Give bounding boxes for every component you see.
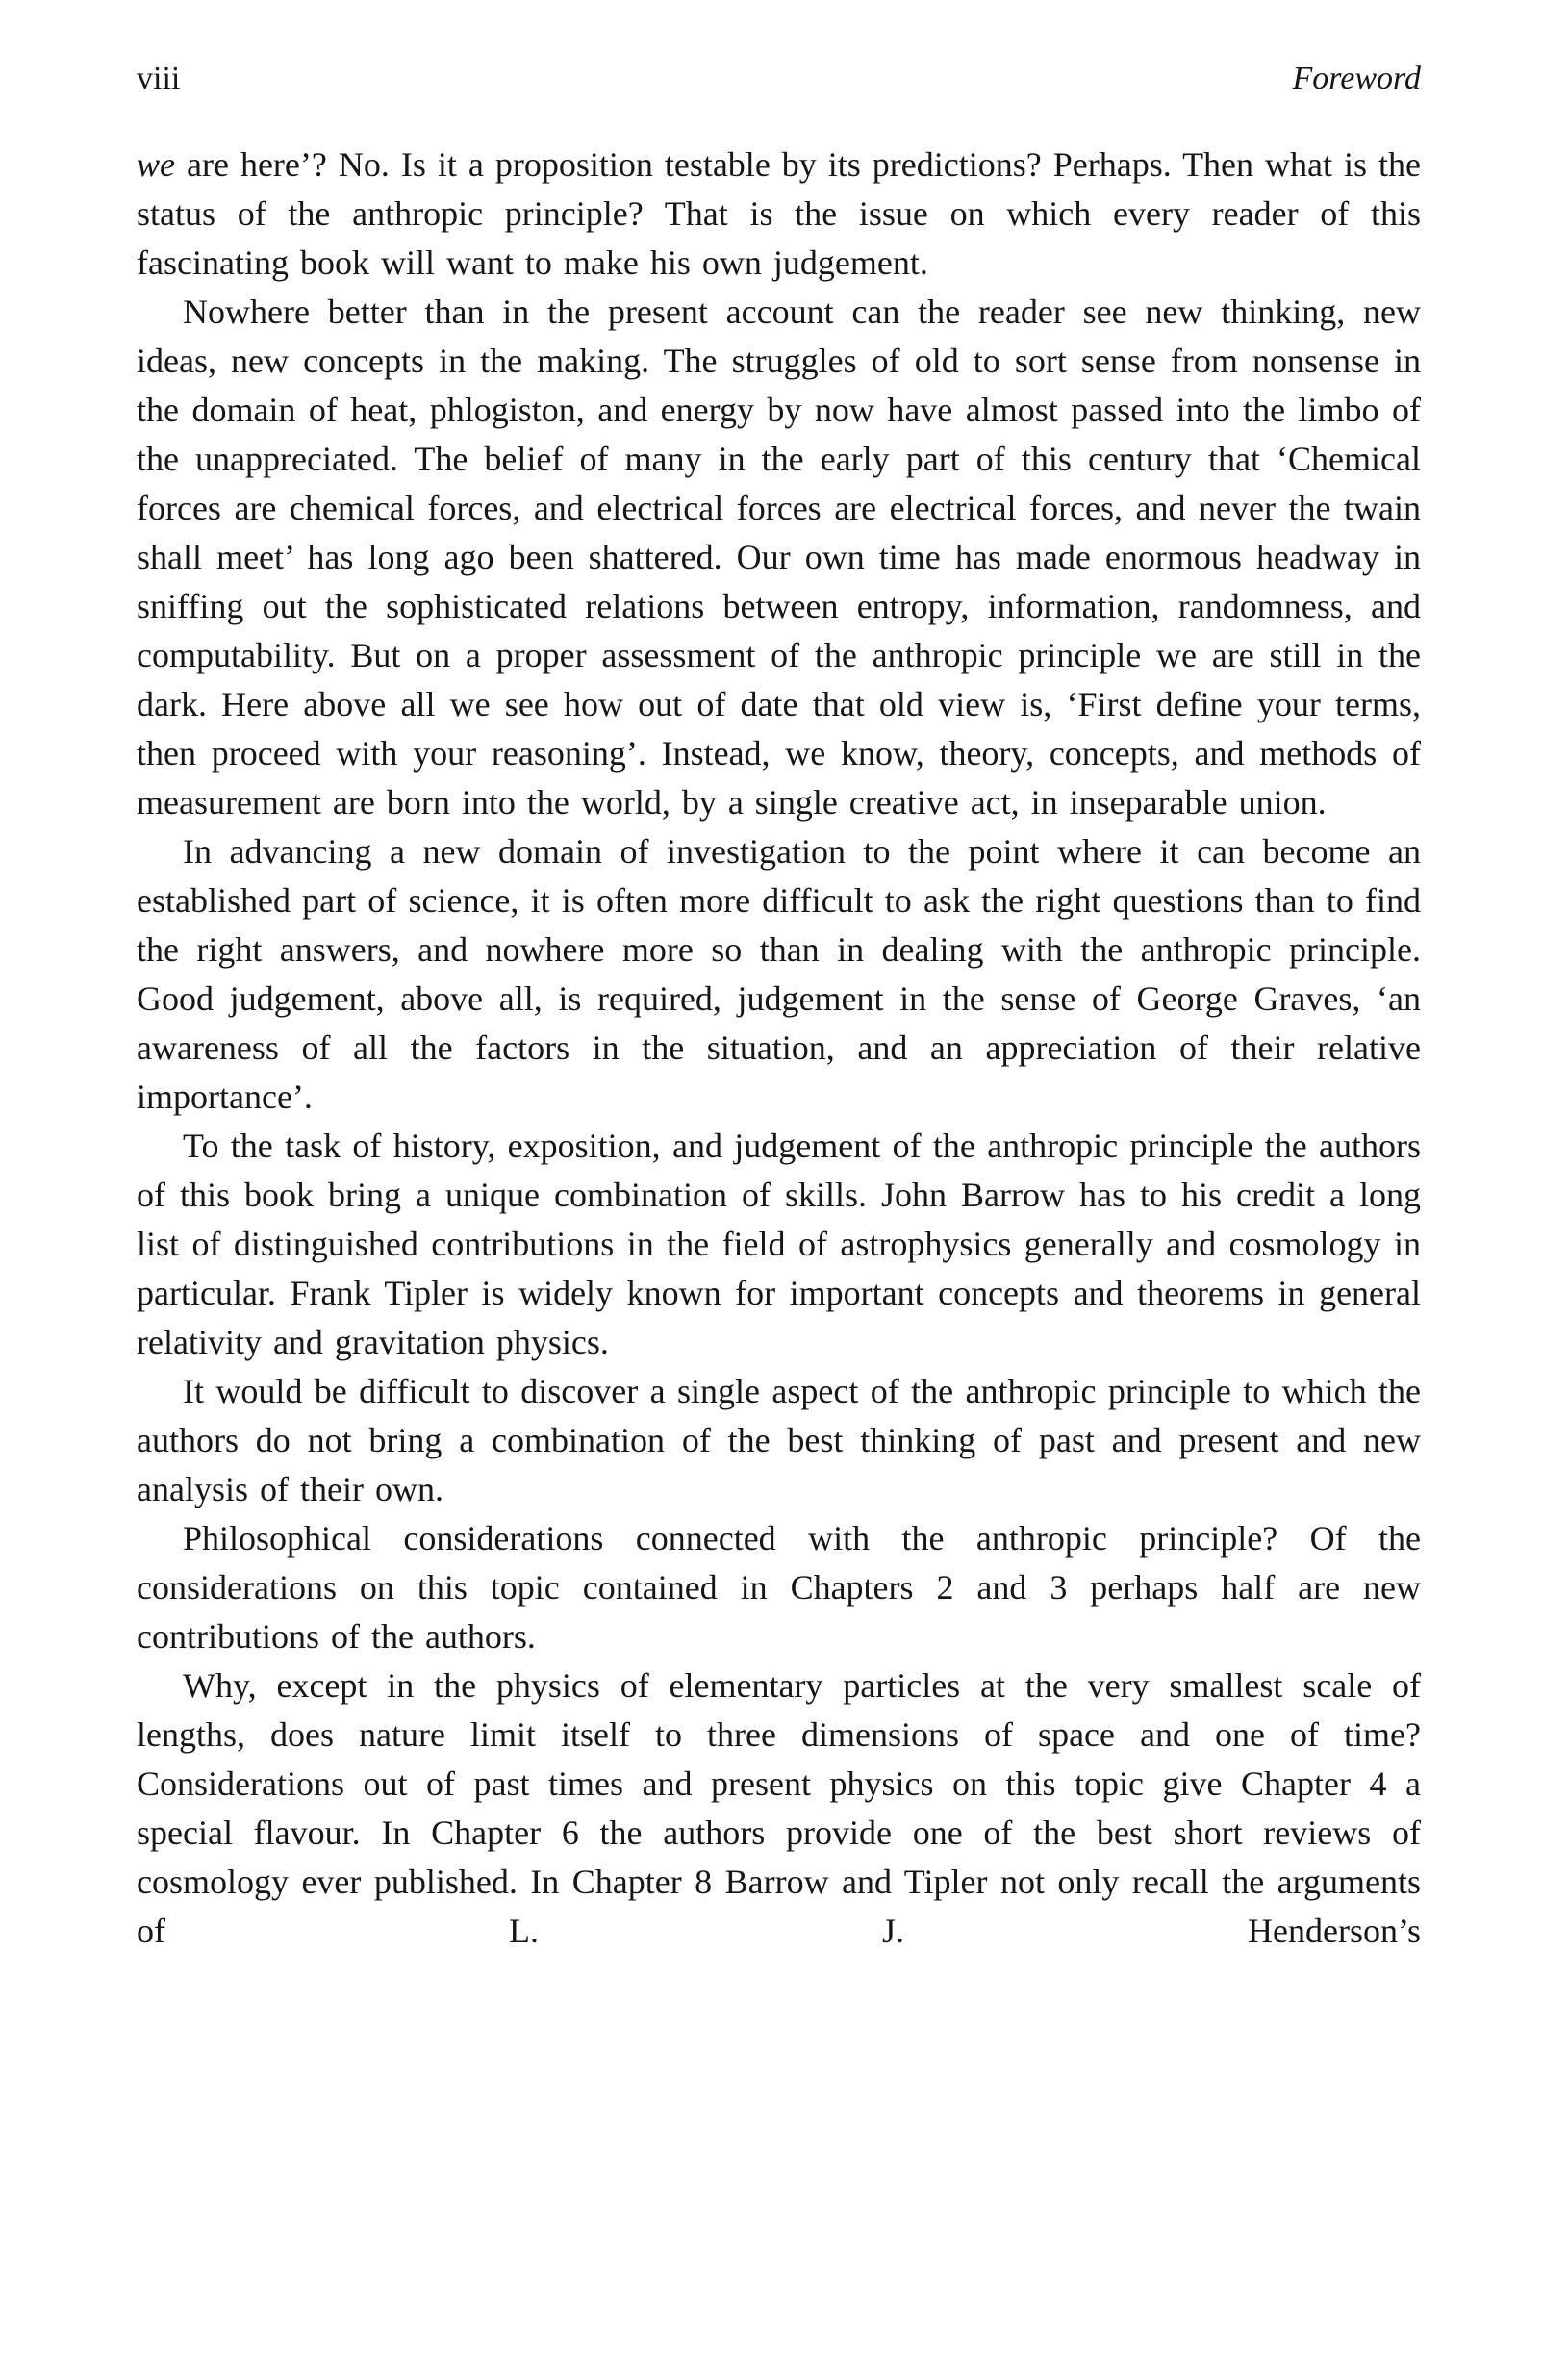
page-number: viii	[137, 61, 181, 96]
body-text	[137, 140, 1421, 1956]
paragraph: To the task of history, exposition, and judgement of the anthropic principle the authors of this book bring a unique combination of skills. John Barrow has to his credit a long list of distinguished contributions in the field of astrophysics generally and cosmology in particular. Frank Tipler is widely known for important concepts and theorems in general relativity and gravitation physics.	[137, 1127, 1421, 1361]
paragraph: Why, except in the physics of elementary particles at the very smallest scale of lengths, does nature limit itself to three dimensions of space and one of time? Considerations out of past times and present physics on this topic give Chapter 4 a special flavour. In Chapter 6 the authors provide one of the best short reviews of cosmology ever published. In Chapter 8 Barrow and Tipler not only recall the arguments of L. J. Henderson’s	[137, 1666, 1421, 1950]
paragraph: Nowhere better than in the present account can the reader see new thinking, new ideas, new concepts in the making. The struggles of old to sort sense from nonsense in the domain of heat, phlogiston, and energy by now have almost passed into the limbo of the unappreciated. The belief of many in the early part of this century that ‘Chemical forces are chemical forces, and electrical forces are electrical forces, and never the twain shall meet’ has long ago been shattered. Our own time has made enormous headway in sniffing out the sophisticated relations between entropy, information, randomness, and computability. But on a proper assessment of the anthropic principle we are still in the dark. Here above all we see how out of date that old view is, ‘First define your terms, then proceed with your reasoning’. Instead, we know, theory, concepts, and methods of measurement are born into the world, by a single creative act, in inseparable union.	[137, 292, 1421, 822]
paragraph-text: are here’? No. Is it a proposition testable by its predictions? Perhaps. Then what is the status of the anthropic principle? That is the issue on which every reader of this fascinating book will want to make his own judgement.	[137, 145, 1422, 282]
paragraph: In advancing a new domain of investigation to the point where it can become an established part of science, it is often more difficult to ask the right questions than to find the right answers, and nowhere more so than in dealing with the anthropic principle. Good judgement, above all, is required, judgement in the sense of George Graves, ‘an awareness of all the factors in the situation, and an appreciation of their relative importance’.	[137, 832, 1421, 1116]
paragraph-continuation	[137, 140, 1421, 288]
paragraph: Philosophical considerations connected with the anthropic principle? Of the considerations on this topic contained in Chapters 2 and 3 perhaps half are new contributions of the authors.	[137, 1519, 1421, 1656]
lead-word-italic: we	[137, 145, 175, 184]
running-title: Foreword	[1292, 61, 1421, 96]
paragraph: It would be difficult to discover a single aspect of the anthropic principle to which the authors do not bring a combination of the best thinking of past and present and new analysis of their own.	[137, 1372, 1421, 1508]
running-head	[137, 60, 1421, 98]
